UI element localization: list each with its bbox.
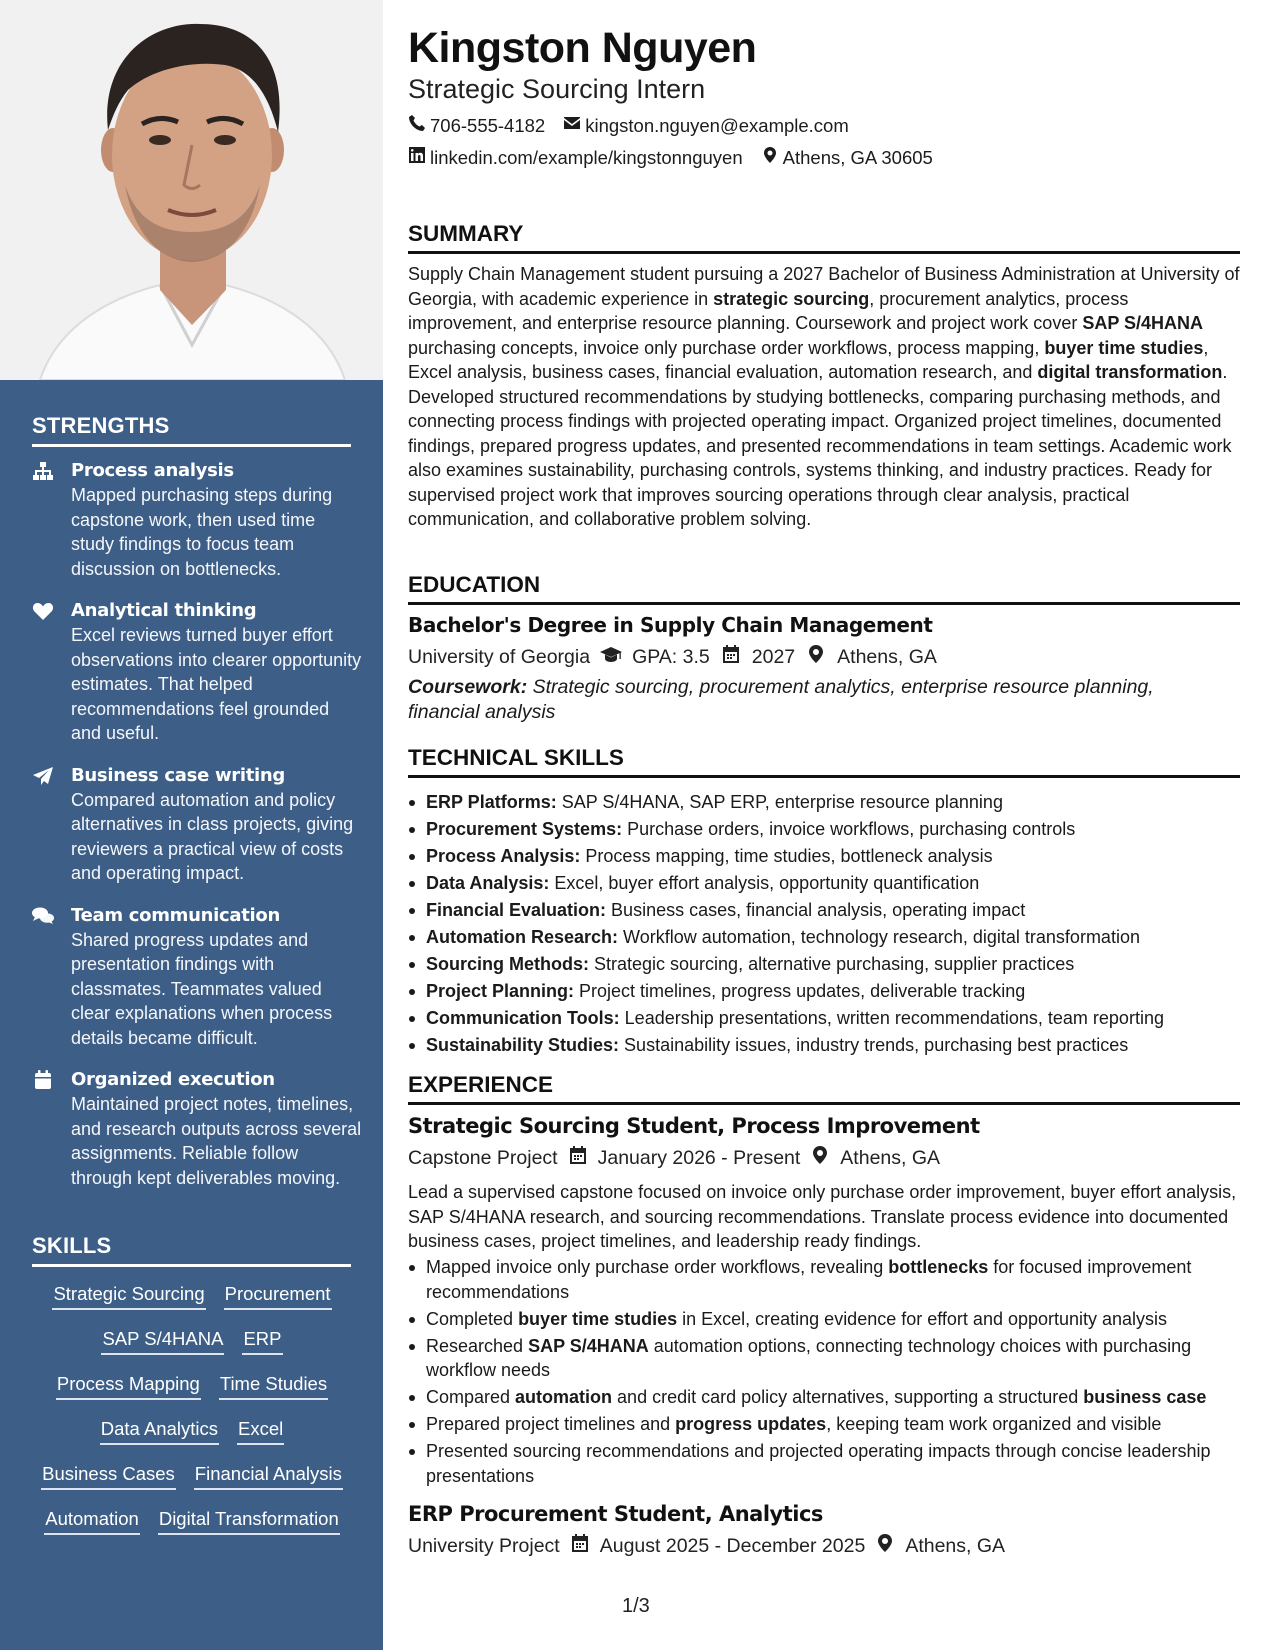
skill-tag: Excel <box>237 1417 284 1445</box>
skills-tags <box>22 1282 362 1552</box>
bullet-text: Mapped invoice only purchase order workflows, revealing <box>426 1257 889 1277</box>
skill-row <box>22 1507 362 1535</box>
graduation-cap-icon <box>600 644 622 670</box>
skill-tag: Strategic Sourcing <box>52 1282 205 1310</box>
graduation-year: 2027 <box>751 645 796 668</box>
list-item <box>426 1412 1241 1437</box>
coursework <box>408 675 1208 725</box>
gpa: GPA: 3.5 <box>632 645 710 668</box>
linkedin-contact[interactable] <box>408 146 743 169</box>
job-meta <box>408 1533 1005 1559</box>
skill-row <box>22 1462 362 1490</box>
job-bullets <box>426 1255 1241 1491</box>
candidate-title: Strategic Sourcing Intern <box>408 74 706 104</box>
skill-value: Business cases, financial analysis, operating impact <box>606 900 1026 920</box>
bullet-keyword: progress updates <box>675 1414 827 1434</box>
skill-label: Process Analysis: <box>426 846 581 866</box>
coursework-text: Strategic sourcing, procurement analytics, enterprise resource planning, financial analysis <box>408 676 1154 723</box>
summary-part: , procurement analytics, process improvement, and enterprise resource planning. Coursework and project work cover <box>408 288 1129 333</box>
bullet-text: automation options, connecting technology choices with purchasing workflow needs <box>426 1335 1192 1380</box>
skill-row <box>22 1417 362 1445</box>
list-item <box>426 1255 1241 1304</box>
skill-label: Procurement Systems: <box>426 819 623 839</box>
strength-item <box>32 904 362 1051</box>
bullet-text: Prepared project timelines and <box>426 1414 676 1434</box>
skill-value: Workflow automation, technology research, digital transformation <box>618 927 1140 947</box>
list-item <box>426 1005 1236 1032</box>
list-item <box>426 816 1236 843</box>
skill-label: ERP Platforms: <box>426 792 557 812</box>
experience-heading: EXPERIENCE <box>408 1072 1240 1105</box>
strength-description: Compared automation and policy alternatives in class projects, giving reviewers a practical view of costs and operating impact. <box>71 789 354 883</box>
calendar-icon <box>570 1533 590 1559</box>
heart-icon <box>32 601 56 621</box>
skill-value: Sustainability issues, industry trends, purchasing best practices <box>619 1035 1129 1055</box>
summary-part: purchasing concepts, invoice only purchase order workflows, process mapping, <box>408 337 1045 358</box>
phone-contact <box>408 114 545 137</box>
map-pin-icon <box>875 1533 895 1559</box>
job-organization: University Project <box>408 1534 560 1557</box>
skill-tag: Digital Transformation <box>158 1507 340 1535</box>
skill-row <box>22 1282 362 1310</box>
job-title: ERP Procurement Student, Analytics <box>408 1502 823 1526</box>
linkedin-icon <box>408 146 426 169</box>
list-item <box>426 1032 1236 1059</box>
bullet-text: and credit card policy alternatives, supporting a structured <box>612 1387 1084 1407</box>
skill-value: Leadership presentations, written recommendations, team reporting <box>619 1008 1164 1028</box>
technical-skills-heading: TECHNICAL SKILLS <box>408 745 1240 778</box>
summary-text <box>408 262 1240 532</box>
skill-value: SAP S/4HANA, SAP ERP, enterprise resource planning <box>556 792 1003 812</box>
strength-title: Team communication <box>71 904 280 926</box>
skill-label: Automation Research: <box>426 927 619 947</box>
comments-icon <box>32 906 56 926</box>
strength-item <box>32 764 362 886</box>
list-item <box>426 789 1236 816</box>
list-item <box>426 924 1236 951</box>
bullet-text: Presented sourcing recommendations and projected operating impacts through concise leadership presentations <box>426 1441 1211 1486</box>
sidebar <box>0 0 383 1650</box>
skill-label: Sustainability Studies: <box>426 1035 620 1055</box>
list-item <box>426 951 1236 978</box>
candidate-name: Kingston Nguyen <box>408 24 757 72</box>
contact-row <box>408 146 933 169</box>
bullet-keyword: automation <box>515 1387 613 1407</box>
bullet-text: in Excel, creating evidence for effort and opportunity analysis <box>677 1308 1168 1329</box>
skill-value: Excel, buyer effort analysis, opportunity quantification <box>549 873 980 893</box>
skill-tag: Data Analytics <box>100 1417 219 1445</box>
location-contact <box>761 146 933 169</box>
summary-part: , Excel analysis, business cases, financial evaluation, automation research, and <box>408 337 1209 382</box>
technical-skills-list <box>426 789 1236 1059</box>
strength-item <box>32 459 362 581</box>
calendar-icon <box>720 644 742 670</box>
strength-description: Shared progress updates and presentation findings with classmates. Teammates valued clear explanations when process details became difficult. <box>71 929 333 1048</box>
list-item <box>426 978 1236 1005</box>
summary-keyword: buyer time studies <box>1044 337 1204 358</box>
email-address[interactable]: kingston.nguyen@example.com <box>585 114 849 136</box>
skill-label: Project Planning: <box>426 981 575 1001</box>
strength-item <box>32 1068 362 1190</box>
job-organization: Capstone Project <box>408 1146 558 1169</box>
strength-title: Process analysis <box>71 460 234 481</box>
location-text: Athens, GA 30605 <box>782 146 933 168</box>
skill-label: Communication Tools: <box>426 1008 620 1028</box>
email-contact[interactable] <box>563 114 849 137</box>
degree-title: Bachelor's Degree in Supply Chain Management <box>408 613 933 637</box>
job-meta <box>408 1145 940 1171</box>
summary-part: . Developed structured recommendations by studying bottlenecks, comparing purchasing methods, and connecting process findings with projected operating impact. Organized project timelines, documented findings, prepared progress updates, and presented recommendations in team settings. Academic work also examines sustainability, purchasing controls, systems thinking, and industry practices. Ready for supervised project work that improves sourcing operations through clear analysis, practical communication, and collaborative problem solving. <box>408 362 1232 529</box>
list-item <box>426 870 1236 897</box>
bullet-keyword: buyer time studies <box>518 1308 678 1329</box>
education-meta <box>408 644 937 670</box>
bullet-text: Completed <box>426 1308 519 1329</box>
bullet-keyword: SAP S/4HANA <box>528 1335 649 1356</box>
skill-value: Process mapping, time studies, bottleneck analysis <box>580 846 993 866</box>
skill-label: Data Analysis: <box>426 873 550 893</box>
list-item <box>426 1334 1241 1383</box>
job-dates: January 2026 - Present <box>597 1146 801 1169</box>
job-title: Strategic Sourcing Student, Process Improvement <box>408 1114 980 1138</box>
skill-tag: Financial Analysis <box>194 1462 343 1490</box>
strength-description: Maintained project notes, timelines, and research outputs across several assignments. Reliable follow through kept deliverables moving. <box>71 1094 362 1188</box>
bullet-text: Compared <box>426 1387 516 1407</box>
job-location: Athens, GA <box>840 1146 941 1169</box>
list-item <box>426 897 1236 924</box>
job-location: Athens, GA <box>905 1534 1006 1557</box>
summary-heading: SUMMARY <box>408 221 1240 254</box>
strength-item <box>32 599 362 746</box>
envelope-icon <box>563 114 581 137</box>
linkedin-url[interactable]: linkedin.com/example/kingstonnguyen <box>430 146 743 168</box>
education-heading: EDUCATION <box>408 572 1240 605</box>
phone-icon <box>408 114 426 137</box>
skill-value: Purchase orders, invoice workflows, purchasing controls <box>622 819 1076 839</box>
skill-row <box>22 1327 362 1355</box>
bullet-keyword: bottlenecks <box>888 1257 989 1277</box>
paper-plane-icon <box>32 766 56 786</box>
calendar-icon <box>32 1070 56 1090</box>
page-number: 1/3 <box>622 1595 650 1617</box>
skill-row <box>22 1372 362 1400</box>
skill-label: Financial Evaluation: <box>426 900 607 920</box>
bullet-text: for focused improvement recommendations <box>426 1257 1192 1302</box>
strengths-heading: STRENGTHS <box>32 413 351 447</box>
school-name: University of Georgia <box>408 645 591 668</box>
strength-description: Excel reviews turned buyer effort observations into clearer opportunity estimates. That helped recommendations feel grounded and useful. <box>71 625 362 743</box>
coursework-label: Coursework: <box>408 676 528 698</box>
summary-keyword: digital transformation <box>1037 362 1223 382</box>
calendar-icon <box>568 1145 588 1171</box>
job-dates: August 2025 - December 2025 <box>599 1534 866 1557</box>
profile-photo <box>0 0 383 380</box>
map-pin-icon <box>805 644 827 670</box>
skill-label: Sourcing Methods: <box>426 954 589 974</box>
skill-tag: ERP <box>242 1327 282 1355</box>
skill-tag: Time Studies <box>219 1372 328 1400</box>
map-pin-icon <box>810 1145 830 1171</box>
skill-tag: SAP S/4HANA <box>101 1327 224 1355</box>
summary-part: Supply Chain Management student pursuing a 2027 Bachelor of Business Administration at University of Georgia, with academic experience in <box>408 264 1240 309</box>
map-pin-icon <box>761 146 779 169</box>
skill-tag: Business Cases <box>41 1462 176 1490</box>
strength-title: Analytical thinking <box>71 600 257 621</box>
contact-row <box>408 114 849 137</box>
sitemap-icon <box>32 461 56 481</box>
strength-title: Business case writing <box>71 764 285 786</box>
bullet-text: , keeping team work organized and visible <box>826 1414 1162 1434</box>
school-location: Athens, GA <box>837 645 937 668</box>
list-item <box>426 1307 1241 1332</box>
skill-value: Strategic sourcing, alternative purchasing, supplier practices <box>589 954 1075 974</box>
skills-heading: SKILLS <box>32 1233 351 1267</box>
strengths-list <box>32 459 362 1208</box>
list-item <box>426 843 1236 870</box>
bullet-keyword: business case <box>1083 1387 1207 1407</box>
bullet-text: Researched <box>426 1335 529 1356</box>
list-item <box>426 1385 1241 1410</box>
skill-tag: Automation <box>44 1507 140 1535</box>
summary-keyword: SAP S/4HANA <box>1082 313 1204 333</box>
job-description: Lead a supervised capstone focused on invoice only purchase order improvement, buyer effort analysis, SAP S/4HANA research, and sourcing recommendations. Translate process evidence into documented business cases, project timelines, and leadership ready findings. <box>408 1182 1237 1251</box>
skill-tag: Process Mapping <box>56 1372 201 1400</box>
list-item <box>426 1439 1241 1488</box>
summary-keyword: strategic sourcing <box>713 288 870 309</box>
phone-number: 706-555-4182 <box>430 114 546 136</box>
skill-tag: Procurement <box>224 1282 332 1310</box>
skill-value: Project timelines, progress updates, deliverable tracking <box>574 981 1026 1001</box>
strength-description: Mapped purchasing steps during capstone work, then used time study findings to focus team discussion on bottlenecks. <box>71 485 333 579</box>
strength-title: Organized execution <box>71 1069 275 1090</box>
